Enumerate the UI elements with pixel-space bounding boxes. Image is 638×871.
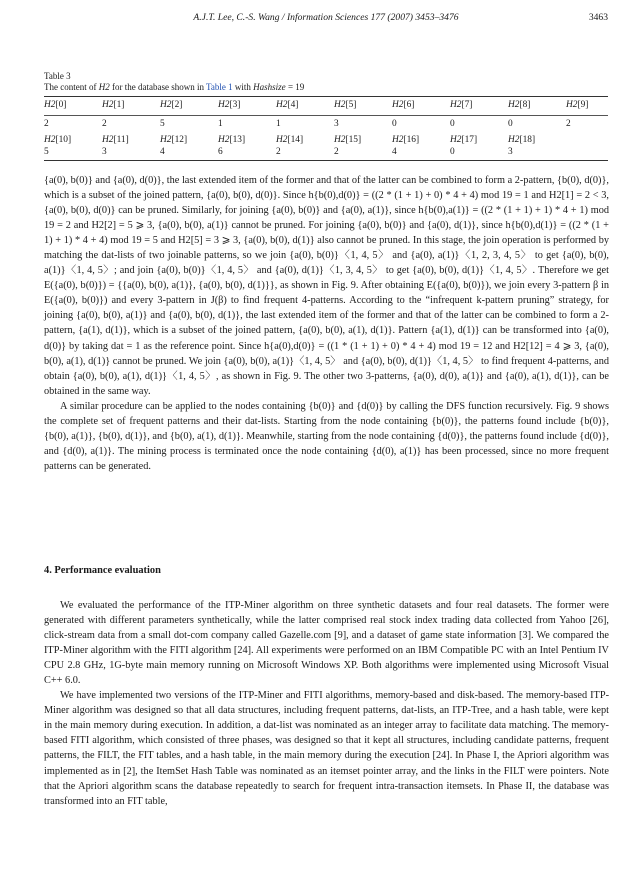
- table-header-index: [6]: [403, 100, 415, 110]
- table-header-name: H2: [44, 100, 56, 110]
- table-header-name: H2: [102, 135, 114, 145]
- page-number: 3463: [588, 12, 608, 23]
- table-value-cell: 3: [334, 119, 339, 129]
- table-header-name: H2: [276, 135, 288, 145]
- table-header-index: [1]: [113, 100, 125, 110]
- caption-param: Hashsize: [253, 82, 286, 92]
- table-header-name: H2: [276, 100, 288, 110]
- table-header-cell: [160, 100, 182, 110]
- table-header-index: [16]: [403, 135, 420, 145]
- table-header-name: H2: [392, 135, 404, 145]
- table-header-name: H2: [44, 135, 56, 145]
- paragraph: We evaluated the performance of the ITP-Miner algorithm on three synthetic datasets and four real datasets. The former were generated with different parameters synthetically, while the latter comprised real stock index trading data collected from Yahoo [26], click-stream data from a small dot-com company called Gazelle.com [9], and a dataset of game state information [3]. We compared the ITP-Miner algorithm with the FITI algorithm [24]. All experiments were performed on an IBM Compatible PC with an Intel Pentium IV CPU 2.8 GHz, 1G-byte main memory running on Microsoft Windows XP. Both algorithms were implemented using Microsoft Visual C++ 6.0.: [44, 600, 609, 687]
- table-value-cell: 2: [102, 119, 107, 129]
- table-header-cell: [276, 100, 298, 110]
- table-value-cell: 5: [160, 119, 165, 129]
- paragraph: {a(0), b(0)} and {a(0), d(0)}, the last extended item of the former and that of the latter can be combined to form a 2-pattern, {b(0), d(0)}, which is a subset of the joined pattern, {a(0), b(0), d(0)}. Since h{b(0),d(0)} = ((2 * (1 + 1) + 0) * 4 + 4) mod 19 = 1 and H2[1] = 2 < 3, {a(0), b(0), d(0)} can be pruned. Similarly, for joining {a(0), b(0)} and {a(0), a(1)}, since h{b(0),a(1)} = ((2 * (1 + 1) + 1) * 4 + 1) mod 19 = 2 and H2[2] = 5 ⩾ 3, {a(0), b(0), a(1)} cannot be pruned. For joining {a(0), b(0)} and {a(0), d(1)}, since h{b(0),d(1)} = ((2 * (1 + 1) + 1) * 4 + 4) mod 19 = 5 and H2[5] = 3 ⩾ 3, {a(0), b(0), d(1)} also cannot be pruned. In this stage, the join operation is performed by matching the dat-lists of two joinable patterns, so we join {a(0), b(0)}〈1, 4, 5〉 and {a(0), a(1)}〈1, 2, 3, 4, 5〉 to get {a(0), b(0), a(1)}〈1, 4, 5〉; and join {a(0), b(0)}〈1, 4, 5〉 and {a(0), d(1)}〈1, 3, 4, 5〉 to get {a(0), b(0), d(1)}〈1, 4, 5〉. Therefore we get E({a(0), b(0)}) = {{a(0), b(0), a(1)}, {a(0), b(0), d(1)}}, as shown in Fig. 9. After obtaining E({a(0), b(0)}), we join every 3-pattern β in E({a(0), b(0)}) and every 3-pattern in J(β) to find frequent 4-patterns. According to the “infrequent k-pattern pruning” strategy, for joining {a(0), b(0), a(1)} and {a(0), b(0), d(1)}, the last extended item of the former and that of the latter can be combined to form a 2-pattern, {a(1), d(1)}, which is a subset of the joined pattern, {a(0), b(0), a(1), d(1)}. Pattern {a(1), d(1)} can be transformed into {a(0), d(0)} by taking dat = 1 as the reference point. Since h{a(0),d(0)} = ((1 * (1 + 1) + 0) * 4 + 4) mod 19 = 12 and H2[12] = 4 ⩾ 3, {a(0), b(0), a(1), d(1)} cannot be pruned. We join {a(0), b(0), a(1)}〈1, 4, 5〉 and {a(0), b(0), d(1)}〈1, 4, 5〉 to find frequent 4-patterns, and obtain {a(0), b(0), a(1), d(1)}〈1, 4, 5〉, as shown in Fig. 9. The other two 3-patterns, {a(0), d(0), a(1)} and {a(0), a(1), d(1)}, can be obtained in the same way.: [44, 175, 609, 397]
- table-value-cell: 4: [160, 147, 165, 157]
- table-header-index: [18]: [519, 135, 536, 145]
- table-label: Table 3: [44, 71, 71, 81]
- table-header-cell: [508, 135, 535, 145]
- table-value-cell: 2: [334, 147, 339, 157]
- table-header-cell: [450, 100, 472, 110]
- table-header-index: [3]: [229, 100, 241, 110]
- table-header-name: H2: [102, 100, 114, 110]
- table-header-index: [7]: [461, 100, 473, 110]
- table-header-index: [4]: [287, 100, 299, 110]
- table-header-name: H2: [450, 135, 462, 145]
- table-header-cell: [334, 100, 356, 110]
- caption-part: for the database shown in: [109, 82, 207, 92]
- table-header-name: H2: [450, 100, 462, 110]
- table-header-index: [5]: [345, 100, 357, 110]
- table-header-index: [8]: [519, 100, 531, 110]
- table-header-cell: [44, 135, 71, 145]
- caption-part: = 19: [285, 82, 305, 92]
- table-header-name: H2: [218, 100, 230, 110]
- table-value-cell: 0: [450, 119, 455, 129]
- table-header-rule: [44, 115, 608, 116]
- caption-part: with: [232, 82, 254, 92]
- table-value-cell: 0: [508, 119, 513, 129]
- table-header-name: H2: [334, 100, 346, 110]
- table-value-cell: 3: [508, 147, 513, 157]
- table-value-cell: 1: [218, 119, 223, 129]
- table-header-index: [0]: [55, 100, 67, 110]
- table-header-cell: [160, 135, 187, 145]
- table-value-cell: 2: [44, 119, 49, 129]
- table-caption: [44, 82, 304, 92]
- table-value-cell: 4: [392, 147, 397, 157]
- table-header-index: [14]: [287, 135, 304, 145]
- table-header-name: H2: [218, 135, 230, 145]
- table-header-index: [10]: [55, 135, 72, 145]
- table-header-cell: [44, 100, 66, 110]
- table-header-index: [17]: [461, 135, 478, 145]
- table-value-cell: 5: [44, 147, 49, 157]
- journal-citation: A.J.T. Lee, C.-S. Wang / Information Sciences 177 (2007) 3453–3476: [193, 12, 459, 23]
- body-text-top: [44, 173, 609, 474]
- table-value-cell: 3: [102, 147, 107, 157]
- table-bottom-rule: [44, 160, 608, 161]
- running-head: [44, 12, 608, 28]
- table-header-name: H2: [392, 100, 404, 110]
- table-header-name: H2: [160, 100, 172, 110]
- paragraph: We have implemented two versions of the ITP-Miner and FITI algorithms, memory-based and disk-based. The memory-based ITP-Miner algorithm was designed so that all data structures, including frequent patterns, dat-lists, an ITP-Tree, and a hash table, were kept in the main memory during execution. In addition, a dat-list was nominated as an integer array to facilitate data matching. The memory-based FITI algorithm, which consisted of three phases, was designed so that it kept all structures, including candidate patterns, frequent patterns, the FILT, the FIT tables, and a hash table, in the main memory during the execution [24]. In Phase I, the Apriori algorithm was implemented as in [2], the ItemSet Hash Table was nominated as an itemset pointer array, and the links in the FILT were pointers. Note that the Apriori algorithm scans the database repeatedly to search for frequent intra-transaction itemsets. In Phase II, the database was transformed into an FIT table,: [44, 690, 609, 807]
- table-header-index: [15]: [345, 135, 362, 145]
- table-value-cell: 2: [566, 119, 571, 129]
- caption-part: The content of: [44, 82, 99, 92]
- table-value-cell: 0: [392, 119, 397, 129]
- table-header-name: H2: [566, 100, 578, 110]
- table-header-cell: [392, 100, 414, 110]
- table-header-cell: [508, 100, 530, 110]
- table-value-cell: 2: [276, 147, 281, 157]
- body-text-bottom: [44, 598, 609, 809]
- table-link[interactable]: Table 1: [206, 82, 233, 92]
- table-header-cell: [218, 100, 240, 110]
- table-header-cell: [102, 100, 124, 110]
- table-header-cell: [102, 135, 129, 145]
- table-header-name: H2: [160, 135, 172, 145]
- table-header-cell: [566, 100, 588, 110]
- table-header-name: H2: [334, 135, 346, 145]
- section-heading: 4. Performance evaluation: [44, 565, 161, 576]
- table-header-cell: [450, 135, 477, 145]
- table-header-index: [2]: [171, 100, 183, 110]
- table-header-cell: [276, 135, 303, 145]
- table-header-index: [12]: [171, 135, 188, 145]
- table-header-cell: [334, 135, 361, 145]
- table-header-index: [13]: [229, 135, 246, 145]
- table-value-cell: 1: [276, 119, 281, 129]
- table-header-cell: [218, 135, 245, 145]
- paragraph: A similar procedure can be applied to the nodes containing {b(0)} and {d(0)} by calling the DFS function recursively. Fig. 9 shows the complete set of frequent patterns and their dat-lists. Starting from the node containing {b(0)}, the patterns found include {b(0)}, {b(0), a(1)}, {b(0), d(1)}, and {b(0), a(1), d(1)}. Meanwhile, starting from the node containing {d(0)}, the patterns found include {d(0)}, and {d(0), a(1)}. The mining process is terminated once the node containing {d(0), a(1)} has been processed, since no more frequent patterns can be generated.: [44, 400, 609, 472]
- table-header-name: H2: [508, 135, 520, 145]
- table-header-index: [11]: [113, 135, 129, 145]
- table-value-cell: 0: [450, 147, 455, 157]
- table-header-name: H2: [508, 100, 520, 110]
- table-header-index: [9]: [577, 100, 589, 110]
- caption-h2: H2: [98, 82, 110, 92]
- table-header-cell: [392, 135, 419, 145]
- table-value-cell: 6: [218, 147, 223, 157]
- table-top-rule: [44, 96, 608, 97]
